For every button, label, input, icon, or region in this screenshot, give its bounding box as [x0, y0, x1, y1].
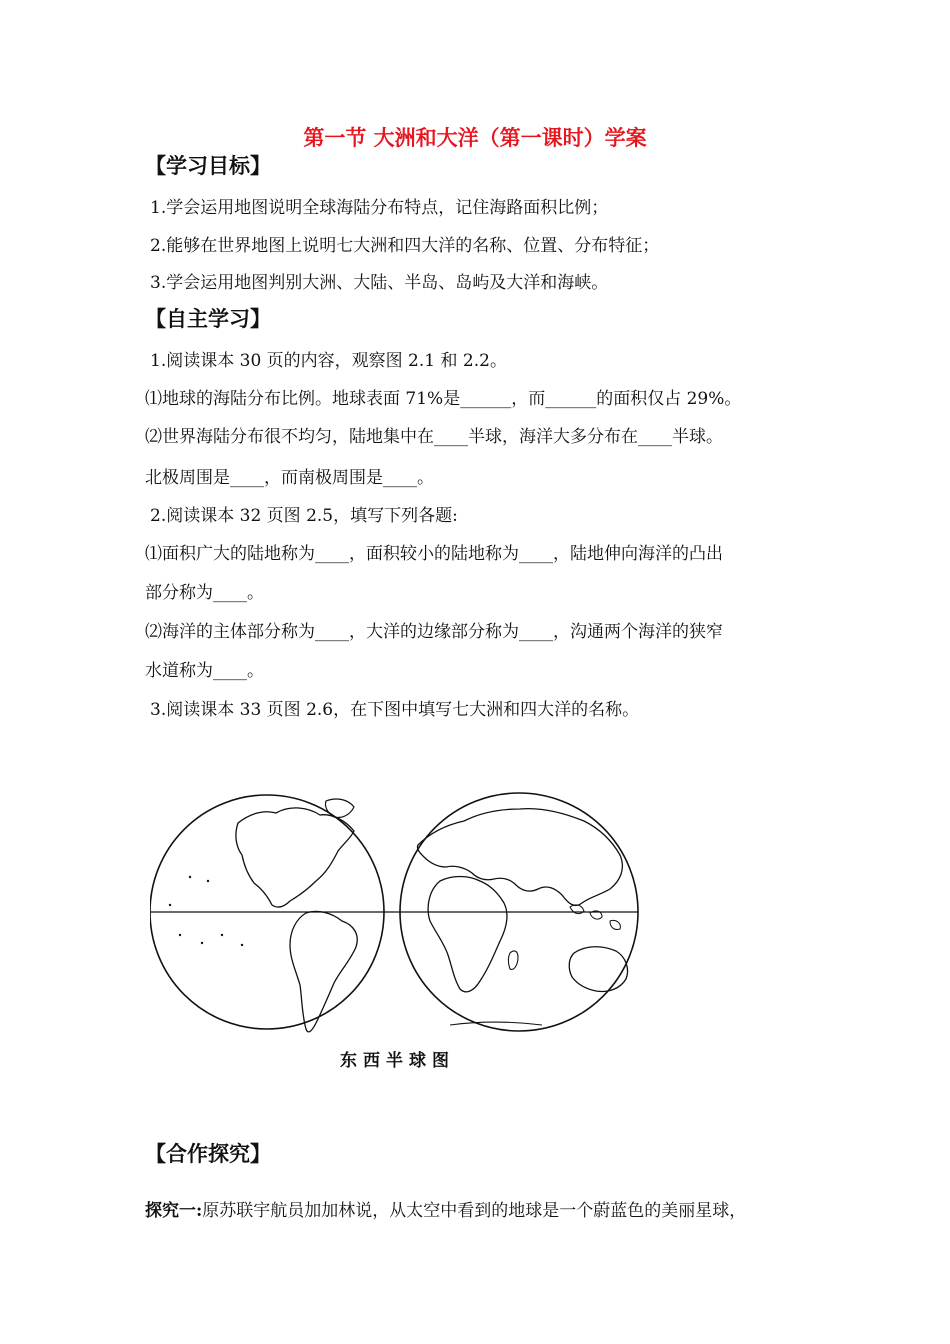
hemispheres-map [150, 785, 660, 1085]
australia-outline [569, 947, 627, 992]
inquiry-1-label: 探究一: [145, 1201, 203, 1221]
self-study-line-8: ⑵海洋的主体部分称为____，大洋的边缘部分称为____，沟通两个海洋的狭窄 [145, 622, 723, 642]
map-caption: 东西半球图 [340, 1051, 455, 1071]
inquiry-1-line [145, 1196, 746, 1221]
self-study-line-4: 北极周围是____，而南极周围是____。 [145, 468, 434, 488]
inquiry-1-text: 原苏联宇航员加加林说，从太空中看到的地球是一个蔚蓝色的美丽星球， [202, 1201, 747, 1221]
page-title: 第一节 大洲和大洋（第一课时）学案 [303, 126, 647, 150]
self-study-line-9: 水道称为____。 [145, 661, 264, 681]
cooperation-heading: 【合作探究】 [145, 1142, 271, 1166]
self-study-line-2: ⑴地球的海陆分布比例。地球表面 71%是______，而______的面积仅占 29%。 [145, 389, 742, 409]
north-america-outline [236, 808, 354, 907]
self-study-line-3: ⑵世界海陆分布很不均匀，陆地集中在____半球，海洋大多分布在____半球。 [145, 427, 723, 447]
pacific-island-dot [201, 942, 203, 944]
pacific-island-dot [189, 876, 191, 878]
self-study-line-5: 2.阅读课本 32 页图 2.5，填写下列各题: [150, 506, 458, 526]
self-study-line-1: 1.阅读课本 30 页的内容，观察图 2.1 和 2.2。 [150, 351, 507, 371]
pacific-island-dot [241, 944, 243, 946]
self-study-line-7: 部分称为____。 [145, 583, 264, 603]
objective-1: 1.学会运用地图说明全球海陆分布特点，记住海路面积比例； [150, 198, 609, 218]
hemispheres-map-svg [150, 785, 660, 1085]
pacific-island-dot [179, 934, 181, 936]
self-study-line-6: ⑴面积广大的陆地称为____，面积较小的陆地称为____，陆地伸向海洋的凸出 [145, 544, 723, 564]
pacific-island-dot [221, 934, 223, 936]
antarctica-edge [450, 1022, 542, 1025]
island-outline [610, 920, 620, 929]
madagascar-outline [509, 951, 519, 969]
pacific-island-dot [207, 880, 209, 882]
self-study-heading: 【自主学习】 [145, 307, 271, 331]
objectives-heading: 【学习目标】 [145, 154, 271, 178]
objective-3: 3.学会运用地图判别大洲、大陆、半岛、岛屿及大洋和海峡。 [150, 273, 609, 293]
africa-outline [428, 877, 507, 992]
objective-2: 2.能够在世界地图上说明七大洲和四大洋的名称、位置、分布特征； [150, 236, 660, 256]
eurasia-outline [417, 809, 622, 906]
self-study-line-10: 3.阅读课本 33 页图 2.6，在下图中填写七大洲和四大洋的名称。 [150, 700, 640, 720]
pacific-island-dot [169, 904, 171, 906]
